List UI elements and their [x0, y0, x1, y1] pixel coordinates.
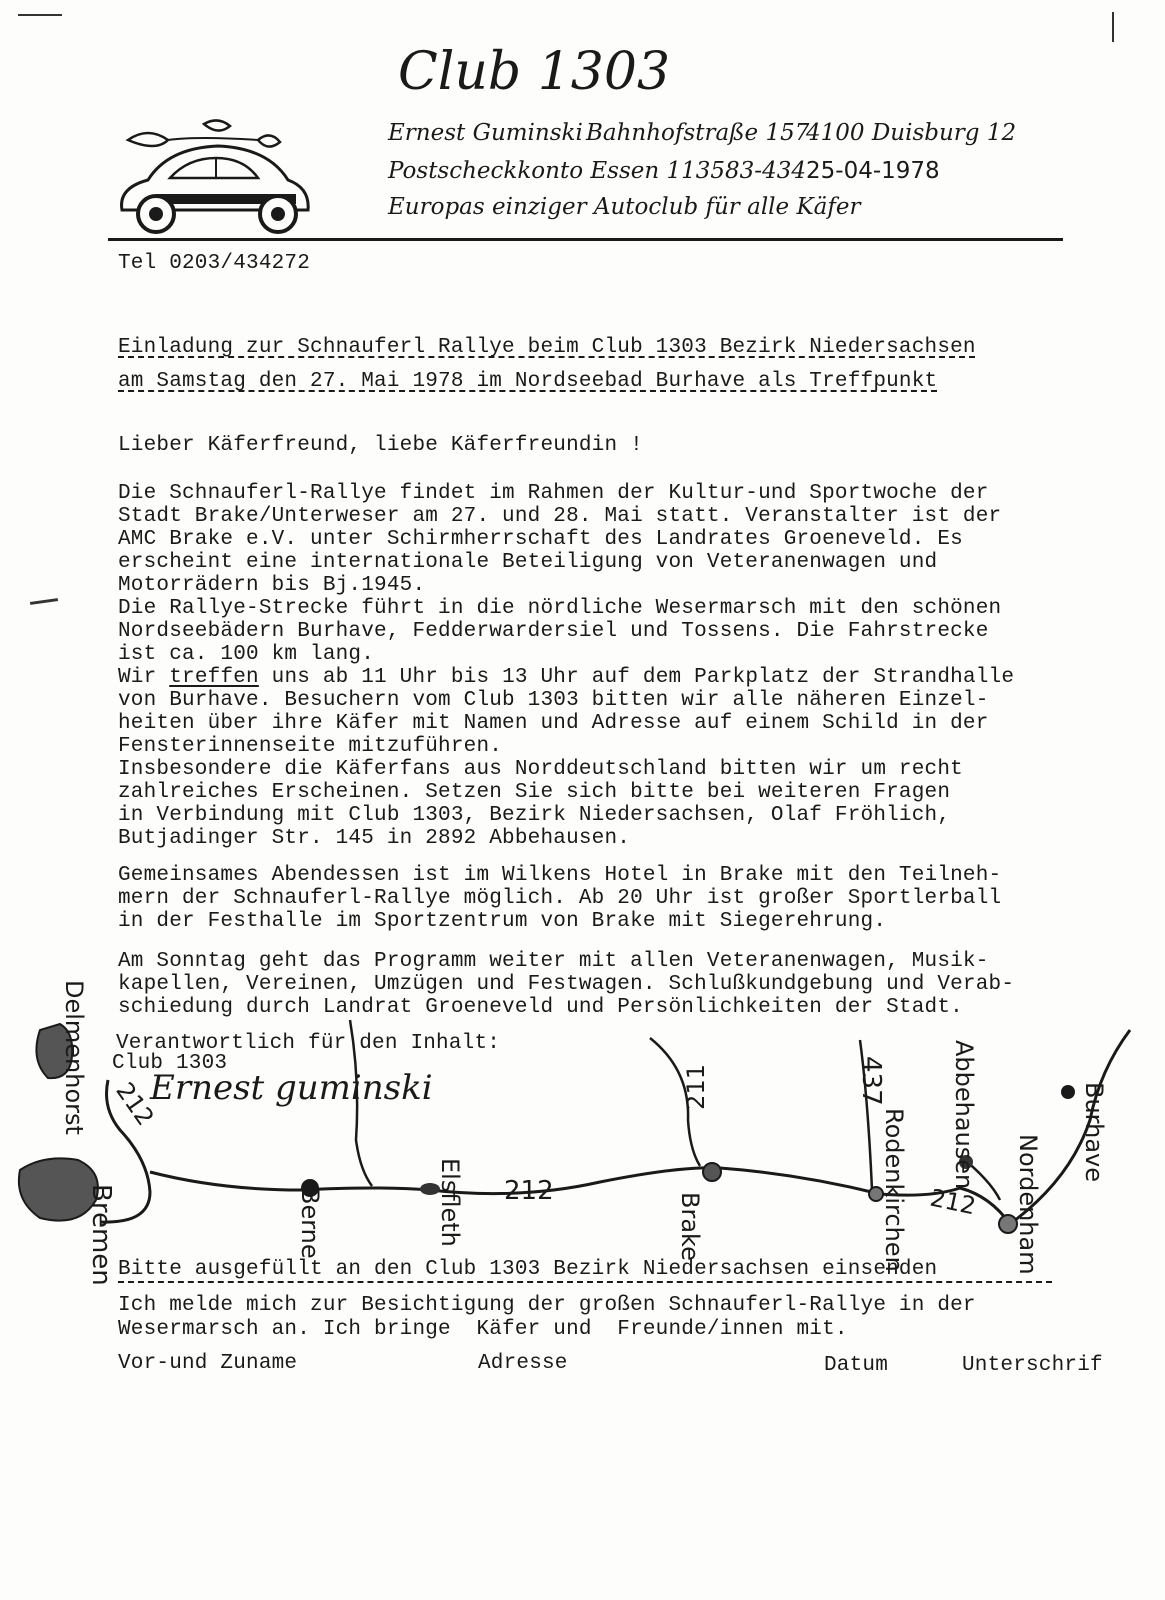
letterhead-name: Ernest Guminski — [388, 120, 583, 146]
text-line: Am Sonntag geht das Programm weiter mit allen Veteranenwagen, Musik- — [118, 950, 989, 973]
letterhead-street: Bahnhofstraße 157 — [586, 120, 810, 146]
text-line: Gemeinsames Abendessen ist im Wilkens Hotel in Brake mit den Teilneh- — [118, 864, 1002, 887]
text-line: ist ca. 100 km lang. — [118, 643, 375, 666]
text-line: mern der Schnauferl-Rallye möglich. Ab 20 Uhr ist großer Sportlerball — [118, 887, 1002, 910]
margin-mark — [30, 598, 58, 605]
map-route-212-left: 212 — [110, 1077, 160, 1131]
letterhead-rule — [108, 238, 1063, 241]
responsible-label: Verantwortlich für den Inhalt: — [116, 1032, 501, 1055]
text-line: Motorrädern bis Bj.1945. — [118, 574, 426, 597]
letterhead-slogan: Europas einziger Autoclub für alle Käfer — [388, 194, 861, 220]
letterhead-city: 4100 Duisburg 12 — [806, 120, 1017, 146]
emphasized-word: treffen — [169, 666, 259, 689]
map-town-abbehausen: Abbehausen — [950, 1040, 978, 1190]
form-field-name[interactable]: Vor-und Zuname — [118, 1352, 298, 1375]
text-line: kapellen, Vereinen, Umzügen und Festwagen. Schlußkundgebung und Verab- — [118, 973, 1015, 996]
text-line — [118, 666, 1014, 689]
text-line: in der Festhalle im Sportzentrum von Brake mit Siegerehrung. — [118, 910, 887, 933]
handwritten-signature: Ernest guminski — [150, 1068, 433, 1108]
text-line: Nordseebädern Burhave, Fedderwardersiel und Tossens. Die Fahrstrecke — [118, 620, 989, 643]
text-line: in Verbindung mit Club 1303, Bezirk Niedersachsen, Olaf Fröhlich, — [118, 804, 951, 827]
invitation-line-2: am Samstag den 27. Mai 1978 im Nordseebad Burhave als Treffpunkt — [118, 370, 938, 393]
map-town-nordenham: Nordenham — [1014, 1134, 1042, 1275]
text-line: heiten über ihre Käfer mit Namen und Adresse auf einem Schild in der — [118, 712, 989, 735]
text-line: AMC Brake e.V. unter Schirmherrschaft des Landrates Groeneveld. Es — [118, 528, 963, 551]
map-town-brake: Brake — [676, 1192, 704, 1261]
map-town-elsfleth: Elsfleth — [436, 1158, 464, 1247]
responsible-club: Club 1303 — [112, 1052, 228, 1075]
text-line: schiedung durch Landrat Groeneveld und Persönlichkeiten der Stadt. — [118, 996, 963, 1019]
map-route-212-right: 212 — [927, 1183, 979, 1221]
text-segment: uns ab 11 Uhr bis 13 Uhr auf dem Parkplatz der Strandhalle — [258, 666, 1015, 689]
map-town-bremen: Bremen — [86, 1184, 116, 1286]
letter-date: 25-04-1978 — [806, 158, 940, 184]
map-route-211: 211 — [682, 1064, 710, 1110]
map-town-berne: Berne — [296, 1188, 324, 1259]
text-segment: Wir — [118, 666, 170, 689]
form-field-signature[interactable]: Unterschrif — [962, 1354, 1103, 1377]
club-title: Club 1303 — [398, 42, 671, 102]
text-line: Stadt Brake/Unterweser am 27. und 28. Mai statt. Veranstalter ist der — [118, 505, 1002, 528]
beetle-car-logo — [108, 118, 318, 236]
text-line: Insbesondere die Käferfans aus Norddeutschland bitten wir um recht — [118, 758, 963, 781]
form-field-date[interactable]: Datum — [824, 1354, 889, 1377]
form-line-1: Ich melde mich zur Besichtigung der großen Schnauferl-Rallye in der — [118, 1294, 976, 1317]
route-map — [0, 960, 1165, 1300]
greeting: Lieber Käferfreund, liebe Käferfreundin ! — [118, 434, 643, 457]
corner-mark — [1112, 12, 1114, 42]
form-line-2: Wesermarsch an. Ich bringe Käfer und Freunde/innen mit. — [118, 1318, 848, 1341]
text-line: von Burhave. Besuchern vom Club 1303 bitten wir alle näheren Einzel- — [118, 689, 989, 712]
text-line: Die Schnauferl-Rallye findet im Rahmen der Kultur-und Sportwoche der — [118, 482, 989, 505]
text-line: erscheint eine internationale Beteiligung von Veteranenwagen und — [118, 551, 938, 574]
form-field-address[interactable]: Adresse — [478, 1352, 568, 1375]
map-town-rodenkirchen: Rodenkirchen — [880, 1108, 908, 1272]
corner-mark — [18, 14, 62, 16]
map-town-burhave: Burhave — [1080, 1082, 1108, 1183]
letterhead-account: Postscheckkonto Essen 113583-434 — [388, 158, 806, 184]
phone-number: Tel 0203/434272 — [118, 252, 311, 275]
map-town-delmenhorst: Delmenhorst — [60, 980, 88, 1135]
paragraph-1 — [118, 482, 1014, 850]
invitation-line-1: Einladung zur Schnauferl Rallye beim Club 1303 Bezirk Niedersachsen — [118, 336, 976, 359]
text-line: Butjadinger Str. 145 in 2892 Abbehausen. — [118, 827, 631, 850]
text-line: Die Rallye-Strecke führt in die nördliche Wesermarsch mit den schönen — [118, 597, 1002, 620]
map-route-212-center: 212 — [504, 1176, 554, 1206]
form-instruction: Bitte ausgefüllt an den Club 1303 Bezirk Niedersachsen einsenden — [118, 1258, 1052, 1283]
paragraph-2 — [118, 864, 1001, 933]
text-line: Fensterinnenseite mitzuführen. — [118, 735, 503, 758]
map-route-437: 437 — [856, 1056, 886, 1106]
text-line: zahlreiches Erscheinen. Setzen Sie sich bitte bei weiteren Fragen — [118, 781, 951, 804]
